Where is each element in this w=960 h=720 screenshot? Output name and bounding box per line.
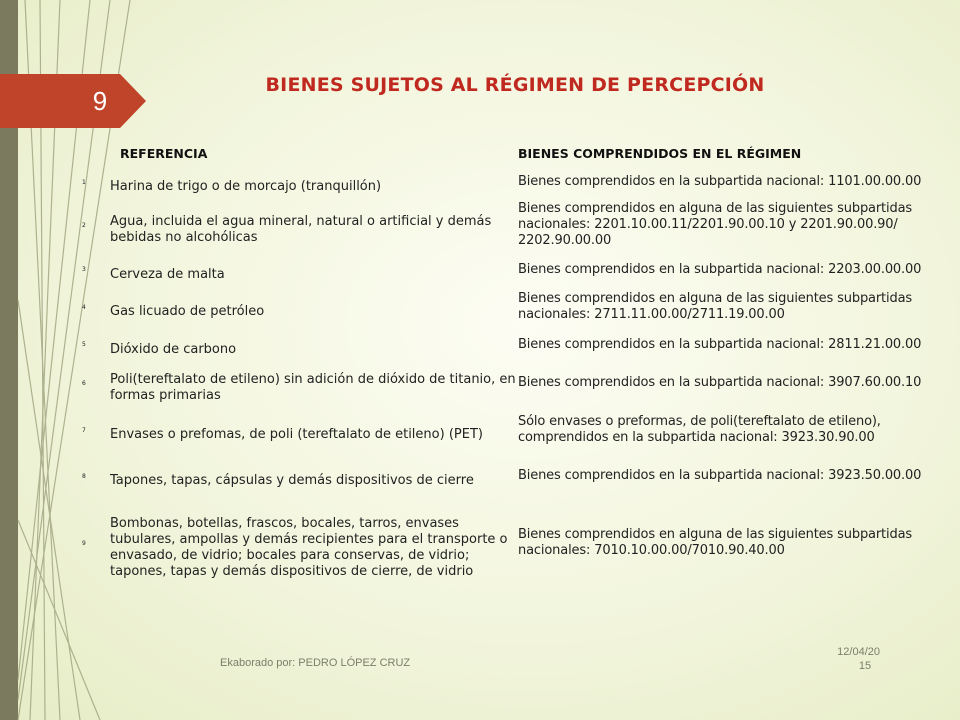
row-number: 2 <box>82 221 86 229</box>
page-number: 9 <box>92 86 108 116</box>
row-number: 5 <box>82 341 86 348</box>
row-description: Bienes comprendidos en la subpartida nacional: 1101.00.00.00 <box>518 174 922 189</box>
table-row <box>70 251 930 288</box>
row-number: 8 <box>82 472 86 480</box>
goods-table <box>70 141 930 591</box>
row-reference: Tapones, tapas, cápsulas y demás dispositivos de cierre <box>110 473 474 488</box>
table-row <box>70 403 930 457</box>
table-row <box>70 288 930 326</box>
footer-date <box>820 645 880 673</box>
row-description: Bienes comprendidos en alguna de las siguientes subpartidas nacionales: 7010.10.00.00/7010.90.40.00 <box>518 527 913 558</box>
row-reference: Harina de trigo o de morcajo (tranquillón) <box>110 179 382 194</box>
row-description: Bienes comprendidos en la subpartida nacional: 2203.00.00.00 <box>518 261 922 277</box>
table-row <box>70 495 930 591</box>
table-header <box>70 141 930 165</box>
table-row <box>70 199 930 251</box>
row-reference: Bombonas, botellas, frascos, bocales, tarros, envases tubulares, ampollas y demás recipientes para el transporte o envasado, de vidrio; bocales para conservas, de vidrio; tapones, tapas y demás dispositivos de cierre, de vidrio <box>110 516 508 579</box>
table-row <box>70 165 930 199</box>
table-row <box>70 457 930 495</box>
row-description: Sólo envases o preformas, de poli(tereftalato de etileno), comprendidos en la subpartida nacional: 3923.30.90.00 <box>518 414 881 445</box>
row-description: Bienes comprendidos en la subpartida nacional: 2811.21.00.00 <box>518 336 922 352</box>
row-description: Bienes comprendidos en alguna de las siguientes subpartidas nacionales: 2711.11.00.00/2711.19.00.00 <box>518 291 913 322</box>
row-number: 6 <box>82 379 86 387</box>
row-reference: Dióxido de carbono <box>110 341 237 357</box>
footer-author: Ekaborado por: PEDRO LÓPEZ CRUZ <box>220 657 411 669</box>
footer-date-line2: 15 <box>858 660 872 672</box>
row-description: Bienes comprendidos en alguna de las siguientes subpartidas nacionales: 2201.10.00.11/2201.90.00.10 y 2201.90.00.90/ 2202.90.00.00 <box>518 201 913 248</box>
row-description: Bienes comprendidos en la subpartida nacional: 3923.50.00.00 <box>518 468 922 483</box>
row-reference: Envases o prefomas, de poli (tereftalato de etileno) (PET) <box>110 427 483 442</box>
header-reference: REFERENCIA <box>120 145 208 161</box>
footer-date-line1: 12/04/20 <box>837 646 880 658</box>
header-goods: BIENES COMPRENDIDOS EN EL RÉGIMEN <box>518 145 802 161</box>
row-description: Bienes comprendidos en la subpartida nacional: 3907.60.00.10 <box>518 375 922 390</box>
row-number: 1 <box>82 178 86 186</box>
slide-title: BIENES SUJETOS AL RÉGIMEN DE PERCEPCIÓN <box>265 74 765 96</box>
row-number: 3 <box>82 266 86 273</box>
row-reference: Gas licuado de petróleo <box>110 304 265 319</box>
row-reference: Agua, incluida el agua mineral, natural o artificial y demás bebidas no alcohólicas <box>110 214 492 245</box>
table-row <box>70 363 930 403</box>
table-row <box>70 326 930 363</box>
row-number: 4 <box>82 303 86 311</box>
row-number: 7 <box>82 426 86 434</box>
row-reference: Cerveza de malta <box>110 266 225 282</box>
row-number: 9 <box>82 539 86 547</box>
row-reference: Poli(tereftalato de etileno) sin adición de dióxido de titanio, en formas primarias <box>110 372 516 403</box>
